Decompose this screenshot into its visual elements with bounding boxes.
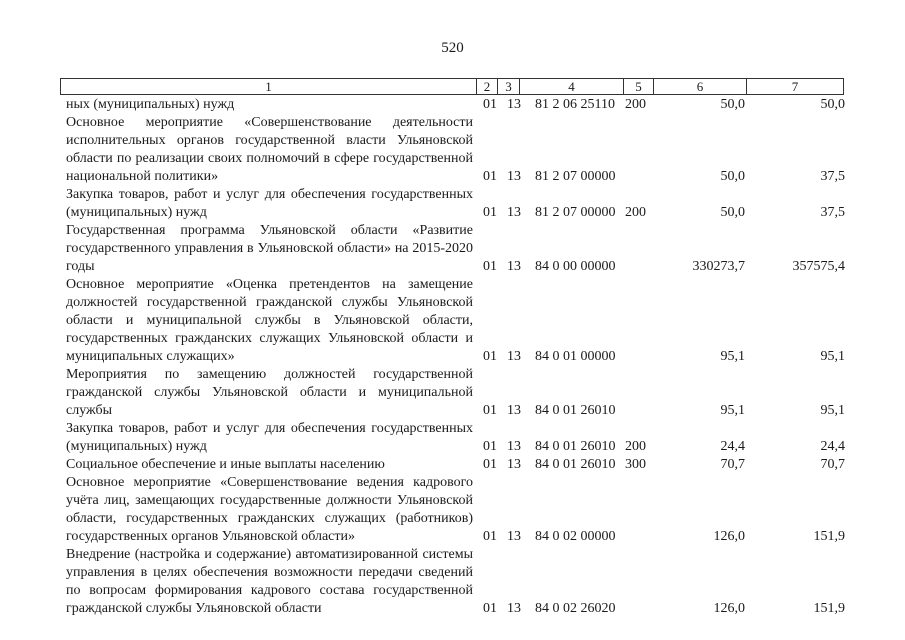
row-col-7: 151,9 — [813, 529, 845, 544]
row-col-4: 84 0 01 26010 — [535, 439, 616, 454]
row-col-3: 13 — [507, 169, 521, 184]
header-col-7: 7 — [791, 79, 799, 94]
row-col-7: 70,7 — [820, 457, 845, 472]
row-col-7: 151,9 — [813, 601, 845, 616]
header-col-2: 2 — [477, 79, 498, 94]
row-col-2: 01 — [483, 259, 497, 274]
table-row — [0, 366, 905, 420]
row-col-7: 95,1 — [820, 403, 845, 418]
table-row — [0, 546, 905, 618]
row-col-7: 357575,4 — [792, 259, 845, 274]
row-col-2: 01 — [483, 457, 497, 472]
page-number: 520 — [441, 40, 464, 56]
row-col-2: 01 — [483, 349, 497, 364]
header-col-6: 6 — [654, 79, 747, 94]
row-col-3: 13 — [507, 97, 521, 112]
row-col-4: 84 0 01 26010 — [535, 403, 616, 418]
header-col-3: 3 — [498, 79, 520, 94]
row-name: ных (муниципальных) нужд — [66, 97, 235, 112]
table-row — [0, 420, 905, 456]
row-col-2: 01 — [483, 169, 497, 184]
row-col-2: 01 — [483, 205, 497, 220]
row-col-4: 81 2 07 00000 — [535, 169, 616, 184]
table-row — [0, 456, 905, 474]
row-col-6: 50,0 — [720, 97, 745, 112]
row-name: Закупка товаров, работ и услуг для обеспечения государственных (муниципальных) нужд — [66, 187, 473, 220]
row-col-6: 50,0 — [720, 169, 745, 184]
table-row — [0, 276, 905, 366]
row-name: Внедрение (настройка и содержание) автоматизированной системы управления в целях обеспечения возможности передачи сведений по вопросам формирования кадрового состава государственной гражданской службы Ульяновской области — [66, 547, 473, 616]
header-col-4: 4 — [520, 79, 624, 94]
table-row — [0, 96, 905, 114]
row-col-7: 24,4 — [820, 439, 845, 454]
row-col-6: 95,1 — [720, 403, 745, 418]
row-col-4: 84 0 02 00000 — [535, 529, 616, 544]
row-col-4: 84 0 02 26020 — [535, 601, 616, 616]
row-col-3: 13 — [507, 403, 521, 418]
row-col-6: 126,0 — [713, 601, 745, 616]
header-col-5: 5 — [624, 79, 654, 94]
row-col-6: 95,1 — [720, 349, 745, 364]
row-col-4: 84 0 01 26010 — [535, 457, 616, 472]
row-col-2: 01 — [483, 439, 497, 454]
row-col-3: 13 — [507, 259, 521, 274]
row-col-7: 37,5 — [820, 169, 845, 184]
row-name: Государственная программа Ульяновской области «Развитие государственного управления в Ульяновской области» на 2015-2020 годы — [66, 223, 473, 274]
row-name: Основное мероприятие «Оценка претендентов на замещение должностей государственной гражданской службы Ульяновской области и муниципальной службы в Ульяновской области, государственных гражданских служащих Ульяновской области и муниципальных служащих» — [66, 277, 473, 364]
row-col-4: 84 0 01 00000 — [535, 349, 616, 364]
row-col-7: 95,1 — [820, 349, 845, 364]
row-name: Основное мероприятие «Совершенствование ведения кадрового учёта лиц, замещающих государственные должности Ульяновской области, государственных гражданских служащих (работников) государственных органов Ульяновской области» — [66, 475, 473, 544]
row-name: Закупка товаров, работ и услуг для обеспечения государственных (муниципальных) нужд — [66, 421, 473, 454]
row-col-2: 01 — [483, 403, 497, 418]
row-col-4: 81 2 06 25110 — [535, 97, 615, 112]
row-col-2: 01 — [483, 97, 497, 112]
row-col-3: 13 — [507, 205, 521, 220]
row-col-7: 37,5 — [820, 205, 845, 220]
row-col-3: 13 — [507, 457, 521, 472]
row-col-6: 24,4 — [720, 439, 745, 454]
table-row — [0, 186, 905, 222]
table-row — [0, 222, 905, 276]
row-col-3: 13 — [507, 349, 521, 364]
row-name: Основное мероприятие «Совершенствование деятельности исполнительных органов государственной власти Ульяновской области по реализации своих полномочий в сфере государственной национальной политики» — [66, 115, 473, 184]
row-col-3: 13 — [507, 439, 521, 454]
row-name: Социальное обеспечение и иные выплаты населению — [66, 457, 385, 472]
row-col-2: 01 — [483, 529, 497, 544]
row-col-7: 50,0 — [820, 97, 845, 112]
row-name: Мероприятия по замещению должностей государственной гражданской службы Ульяновской области и муниципальной службы — [66, 367, 473, 418]
row-col-4: 84 0 00 00000 — [535, 259, 616, 274]
row-col-6: 126,0 — [713, 529, 745, 544]
row-col-5: 200 — [625, 97, 646, 112]
row-col-3: 13 — [507, 529, 521, 544]
row-col-6: 50,0 — [720, 205, 745, 220]
row-col-4: 81 2 07 00000 — [535, 205, 616, 220]
row-col-2: 01 — [483, 601, 497, 616]
row-col-5: 200 — [625, 205, 646, 220]
header-col-1: 1 — [61, 79, 477, 94]
table-header — [60, 78, 844, 95]
table-row — [0, 114, 905, 186]
row-col-5: 300 — [625, 457, 646, 472]
row-col-3: 13 — [507, 601, 521, 616]
table-row — [0, 474, 905, 546]
row-col-6: 330273,7 — [692, 259, 745, 274]
row-col-6: 70,7 — [720, 457, 745, 472]
row-col-5: 200 — [625, 439, 646, 454]
table-body — [0, 96, 905, 618]
